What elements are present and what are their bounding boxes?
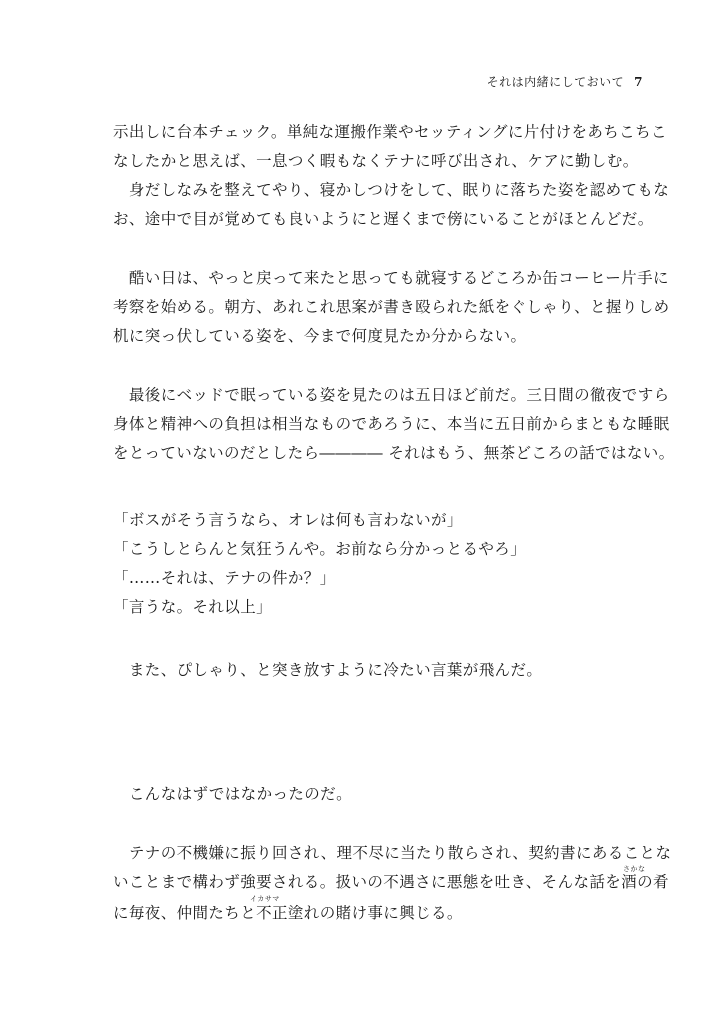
running-header xyxy=(487,73,643,90)
text-line: なしたかと思えば、一息つく暇もなくテナに呼び出され、ケアに勤しむ。 xyxy=(113,152,639,170)
text-line: 机に突っ伏している姿を、今まで何度見たか分からない。 xyxy=(113,327,527,345)
text-line: また、ぴしゃり、と突き放すように冷たい言葉が飛んだ。 xyxy=(113,661,543,679)
text-line: お、途中で目が覚めても良いようにと遅くまで傍にいることがほとんどだ。 xyxy=(113,210,654,228)
text-line: 身体と精神への負担は相当なものであろうに、本当に五日前からまともな睡眠 xyxy=(113,415,670,433)
text-line: 酷い日は、やっと戻って来たと思っても就寝するどころか缶コーヒー片手に xyxy=(113,269,669,287)
text-line: 最後にベッドで眠っている姿を見たのは五日ほど前だ。三日間の徹夜ですら xyxy=(113,386,670,404)
text-line: 示出しに台本チェック。単純な運搬作業やセッティングに片付けをあちこちこ xyxy=(113,123,667,141)
text-line: 考察を始める。朝方、あれこれ思案が書き殴られた紙をぐしゃり、と握りしめ xyxy=(113,298,670,316)
ruby-ikasama: イカサマ xyxy=(250,895,280,903)
dialogue-line: 「……それは、テナの件か？」 xyxy=(113,569,336,587)
text-line: いことまで構わず強要される。扱いの不遇さに悪態を吐き、そんな話を酒の肴 xyxy=(113,873,669,891)
ruby-sakana: さかな xyxy=(623,865,646,873)
dialogue-line: 「ボスがそう言うなら、オレは何も言わないが」 xyxy=(113,511,463,529)
text-line: をとっていないのだとしたら―――― それはもう、無茶どころの話ではない。 xyxy=(113,444,675,462)
running-title: それは内緒にしておいて xyxy=(486,75,625,89)
dialogue-line: 「こうしとらんと気狂うんや。お前なら分かっとるやろ」 xyxy=(113,540,527,558)
page-number: 7 xyxy=(634,75,643,89)
text-line: 身だしなみを整えてやり、寝かしつけをして、眠りに落ちた姿を認めてもな xyxy=(113,181,670,199)
text-line: に毎夜、仲間たちと不正塗れの賭け事に興じる。 xyxy=(113,904,463,922)
text-line: こんなはずではなかったのだ。 xyxy=(113,785,352,803)
dialogue-line: 「言うな。それ以上」 xyxy=(113,598,273,616)
text-line: テナの不機嫌に振り回され、理不尽に当たり散らされ、契約書にあることな xyxy=(113,844,672,862)
